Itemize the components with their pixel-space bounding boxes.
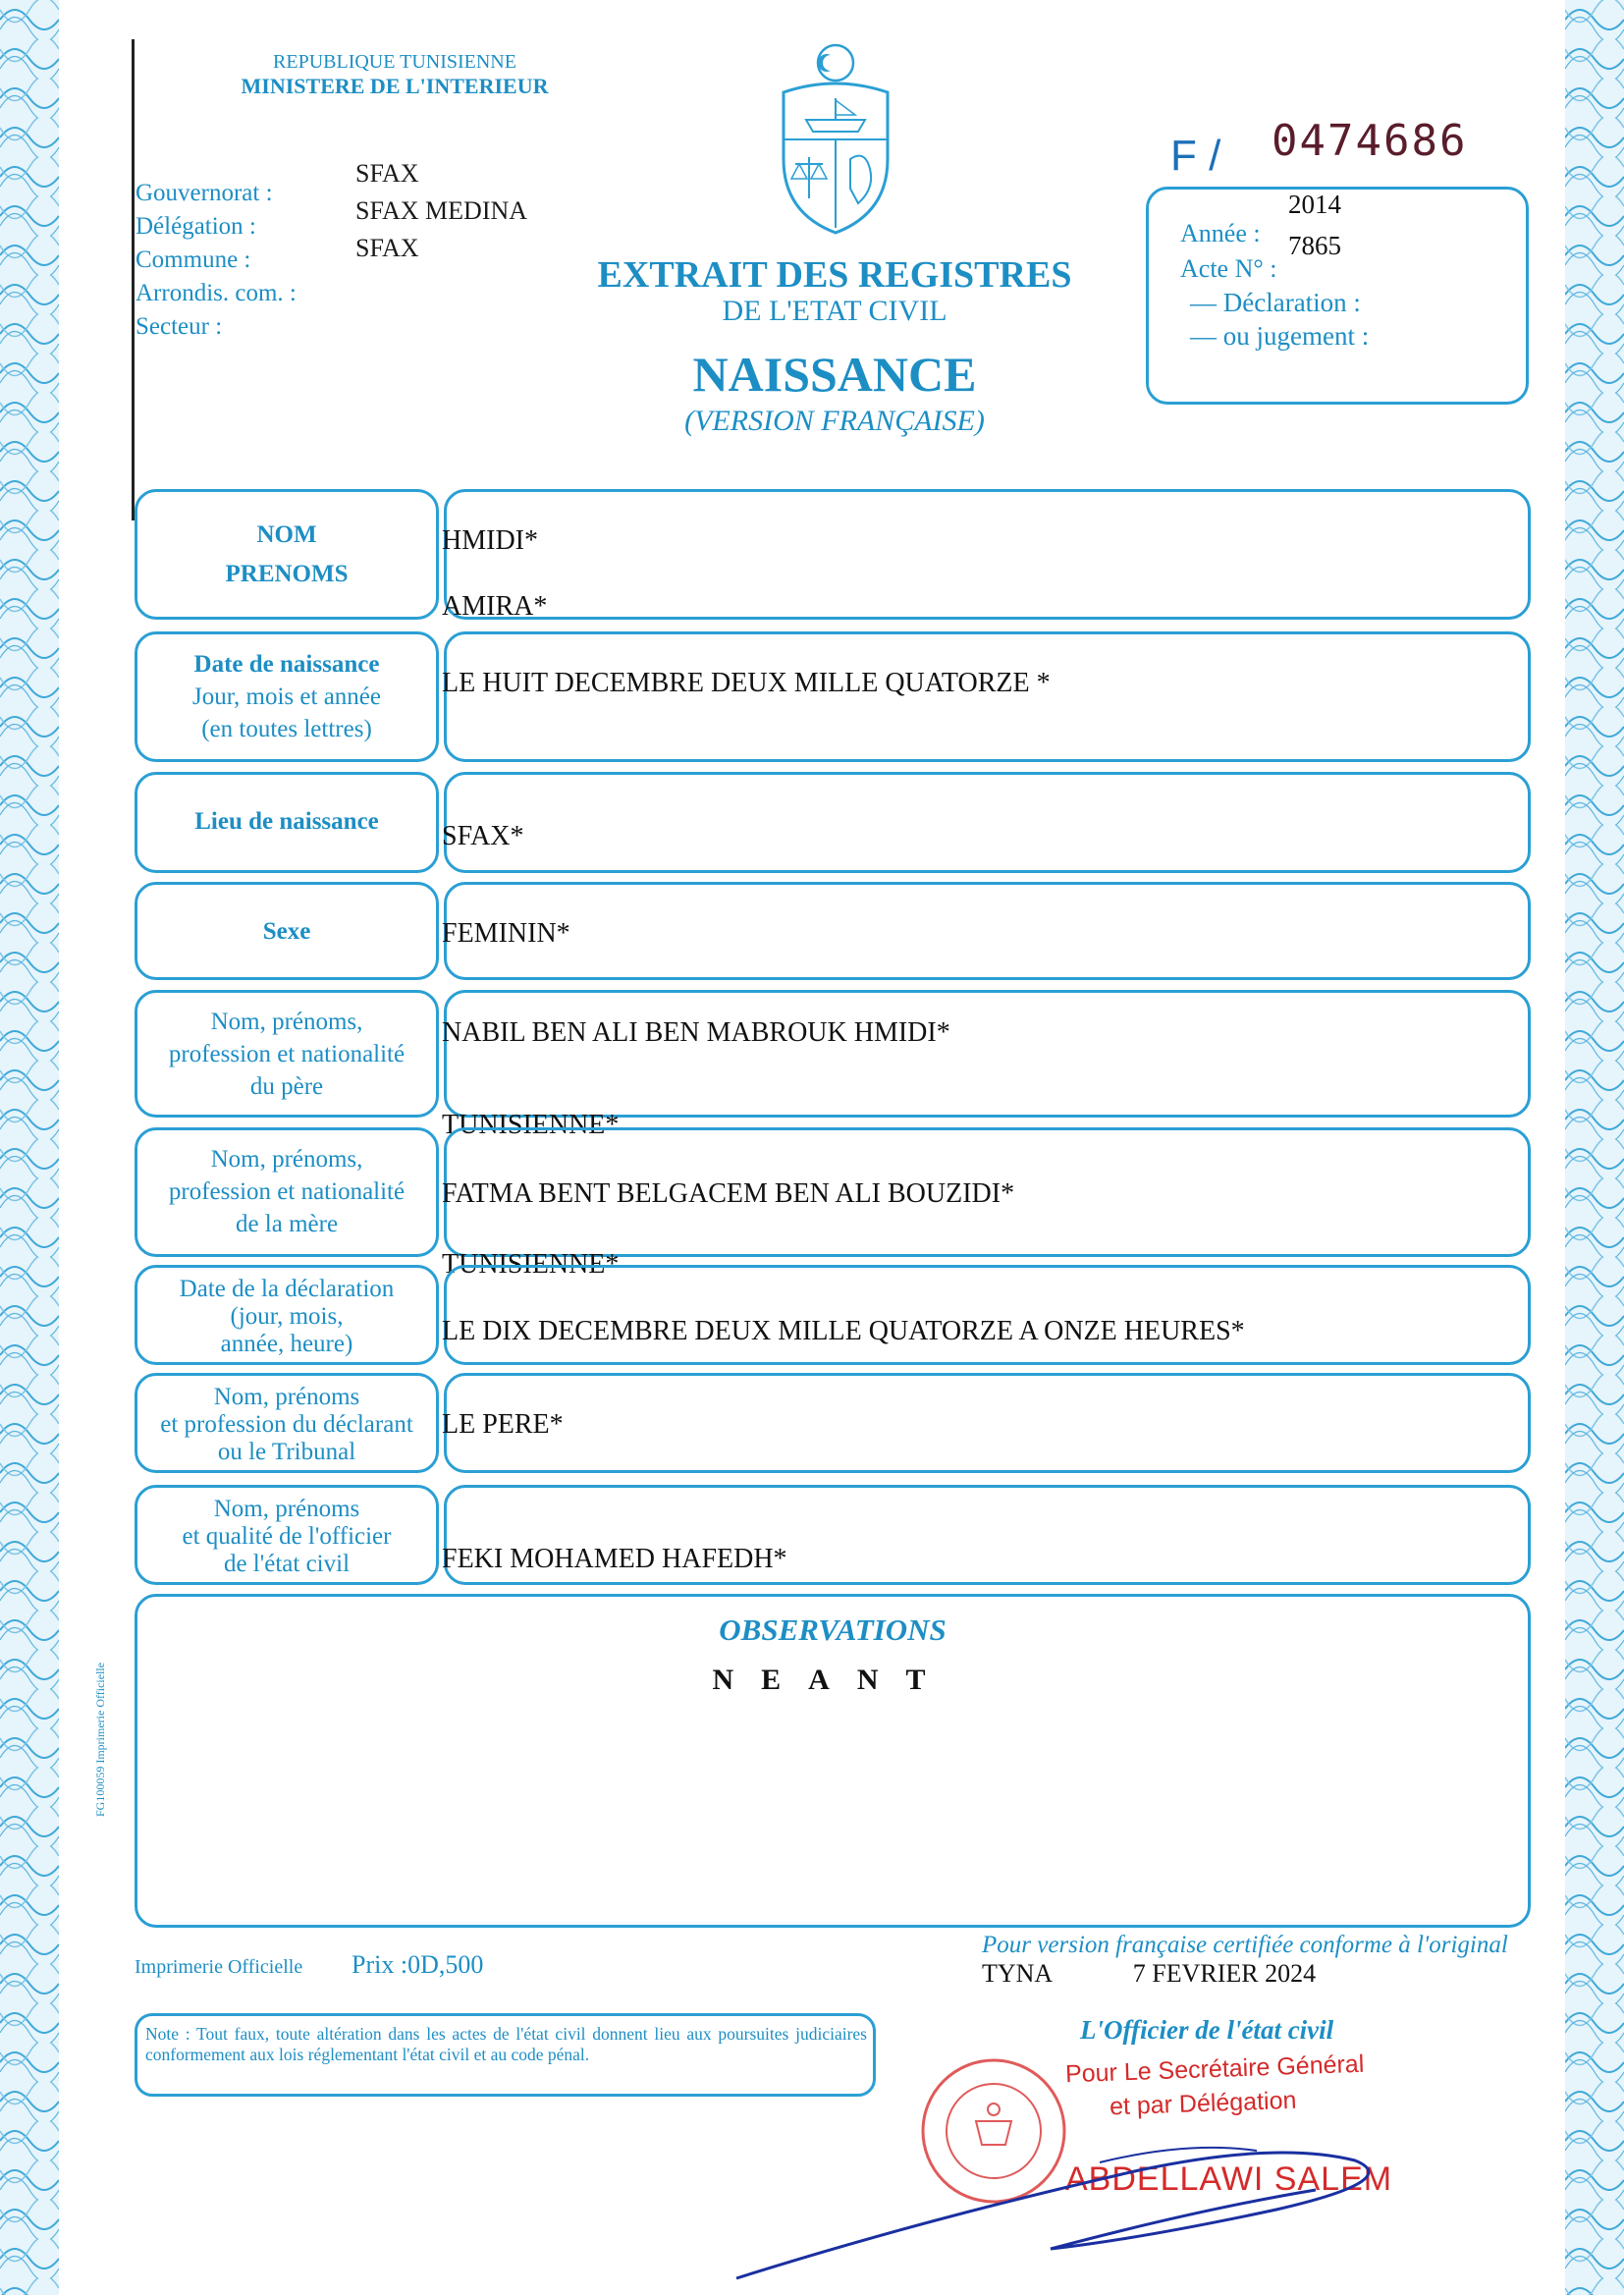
gouvernorat-label: Gouvernorat : xyxy=(135,180,273,206)
arrondissement-label: Arrondis. com. : xyxy=(135,280,297,306)
declarant-label-line1: Nom, prénoms xyxy=(213,1384,360,1410)
lieu-value: SFAX* xyxy=(442,821,524,851)
pere-name-value: NABIL BEN ALI BEN MABROUK HMIDI* xyxy=(442,1017,950,1048)
sexe-value: FEMININ* xyxy=(442,918,570,949)
observations-title: OBSERVATIONS xyxy=(719,1612,947,1647)
mere-name-value: FATMA BENT BELGACEM BEN ALI BOUZIDI* xyxy=(442,1178,1015,1209)
issue-date: 7 FEVRIER 2024 xyxy=(1132,1959,1317,1988)
handwritten-signature xyxy=(727,2102,1394,2288)
issue-place: TYNA xyxy=(982,1959,1052,1988)
officier-label-line1: Nom, prénoms xyxy=(213,1496,360,1522)
secteur-label: Secteur : xyxy=(135,313,223,340)
coat-of-arms-emblem xyxy=(772,41,899,238)
acte-number: 7865 xyxy=(1288,231,1341,260)
stamp-line-2: et par Délégation xyxy=(1109,2086,1297,2121)
prenoms-value: AMIRA* xyxy=(442,591,548,622)
admin-labels xyxy=(135,177,297,344)
acte-box xyxy=(1146,187,1529,405)
lieu-value-box xyxy=(444,772,1531,873)
certification-text: Pour version française certifiée conforme à l'original xyxy=(982,1932,1508,1958)
observations-box xyxy=(135,1594,1531,1928)
declaration-label: — Déclaration : xyxy=(1190,288,1361,317)
document-title: EXTRAIT DES REGISTRES xyxy=(597,254,1072,296)
date-naissance-note: (en toutes lettres) xyxy=(201,716,372,742)
mere-nationality-value: TUNISIENNE* xyxy=(442,1249,620,1280)
date-naissance-value: LE HUIT DECEMBRE DEUX MILLE QUATORZE * xyxy=(442,668,1051,698)
printer-label: Imprimerie Officielle xyxy=(135,1956,303,1978)
officier-label-line2: et qualité de l'officier xyxy=(182,1523,392,1550)
declarant-label-line3: ou le Tribunal xyxy=(217,1439,356,1465)
nom-value-box xyxy=(444,489,1531,620)
left-guilloche-border xyxy=(0,0,59,2295)
republic-label: REPUBLIQUE TUNISIENNE xyxy=(273,51,516,73)
annee-value: 2014 xyxy=(1288,190,1341,219)
mere-label-line1: Nom, prénoms, xyxy=(210,1146,363,1173)
mere-label-line2: profession et nationalité xyxy=(168,1178,406,1205)
nom-value: HMIDI* xyxy=(442,525,538,556)
header-vertical-rule xyxy=(132,39,135,520)
issue-place-date xyxy=(982,1959,1316,1989)
stamp-line-1: Pour Le Secrétaire Général xyxy=(1064,2049,1365,2089)
date-naissance-label: Date de naissance xyxy=(193,651,380,678)
pere-label-line1: Nom, prénoms, xyxy=(210,1009,363,1035)
pere-value-box xyxy=(444,990,1531,1118)
serial-number: 0474686 xyxy=(1272,116,1468,166)
price-label: Prix :0D,500 xyxy=(352,1950,484,1979)
commune-value: SFAX xyxy=(355,234,419,262)
declarant-value-box xyxy=(444,1373,1531,1473)
admin-values xyxy=(355,155,527,267)
document-version: (VERSION FRANÇAISE) xyxy=(684,405,985,437)
right-guilloche-border xyxy=(1565,0,1624,2295)
mere-label-line3: de la mère xyxy=(235,1211,339,1237)
document-type: NAISSANCE xyxy=(692,347,977,402)
note-box xyxy=(135,2013,876,2097)
officier-value: FEKI MOHAMED HAFEDH* xyxy=(442,1544,787,1574)
declaration-date-label-line2: (jour, mois, xyxy=(230,1303,344,1330)
prenoms-label: PRENOMS xyxy=(225,561,349,587)
serial-prefix: F / xyxy=(1170,132,1221,180)
lieu-label: Lieu de naissance xyxy=(194,808,379,835)
pere-label-line3: du père xyxy=(249,1073,324,1100)
commune-label: Commune : xyxy=(135,246,251,273)
jugement-label: — ou jugement : xyxy=(1190,321,1370,351)
side-reference: FG100059 Imprimerie Officielle xyxy=(93,1662,107,1817)
declaration-date-value: LE DIX DECEMBRE DEUX MILLE QUATORZE A ONZE HEURES* xyxy=(442,1316,1245,1346)
delegation-label: Délégation : xyxy=(135,213,256,240)
signatory-name: ABDELLAWI SALEM xyxy=(1065,2160,1393,2198)
pere-label-line2: profession et nationalité xyxy=(168,1041,406,1067)
legal-note: Note : Tout faux, toute altération dans les actes de l'état civil donnent lieu aux poursuites judiciaires conformement aux lois réglementant l'état civil et au code pénal. xyxy=(145,2024,867,2064)
officer-title: L'Officier de l'état civil xyxy=(1080,2015,1334,2045)
gouvernorat-value: SFAX xyxy=(355,159,419,188)
nom-label-box xyxy=(135,489,439,620)
ministry-header xyxy=(218,51,571,99)
ministry-label: MINISTERE DE L'INTERIEUR xyxy=(241,74,549,98)
annee-label: Année : xyxy=(1180,219,1261,247)
sexe-value-box xyxy=(444,882,1531,980)
observations-value: NEANT xyxy=(712,1664,953,1696)
date-naissance-sublabel: Jour, mois et année xyxy=(191,683,381,710)
delegation-value: SFAX MEDINA xyxy=(355,196,528,225)
declaration-date-label-line1: Date de la déclaration xyxy=(179,1276,395,1302)
declaration-value-box xyxy=(444,1265,1531,1365)
declaration-date-label-line3: année, heure) xyxy=(220,1331,353,1357)
document-subtitle: DE L'ETAT CIVIL xyxy=(722,295,947,327)
officier-label-line3: de l'état civil xyxy=(223,1551,351,1577)
pere-nationality-value: TUNISIENNE* xyxy=(442,1110,620,1140)
declarant-label-line2: et profession du déclarant xyxy=(160,1411,413,1438)
sexe-label: Sexe xyxy=(262,918,311,945)
nom-label: NOM xyxy=(256,521,317,548)
acte-label: Acte N° : xyxy=(1180,254,1277,283)
declarant-value: LE PERE* xyxy=(442,1409,564,1440)
